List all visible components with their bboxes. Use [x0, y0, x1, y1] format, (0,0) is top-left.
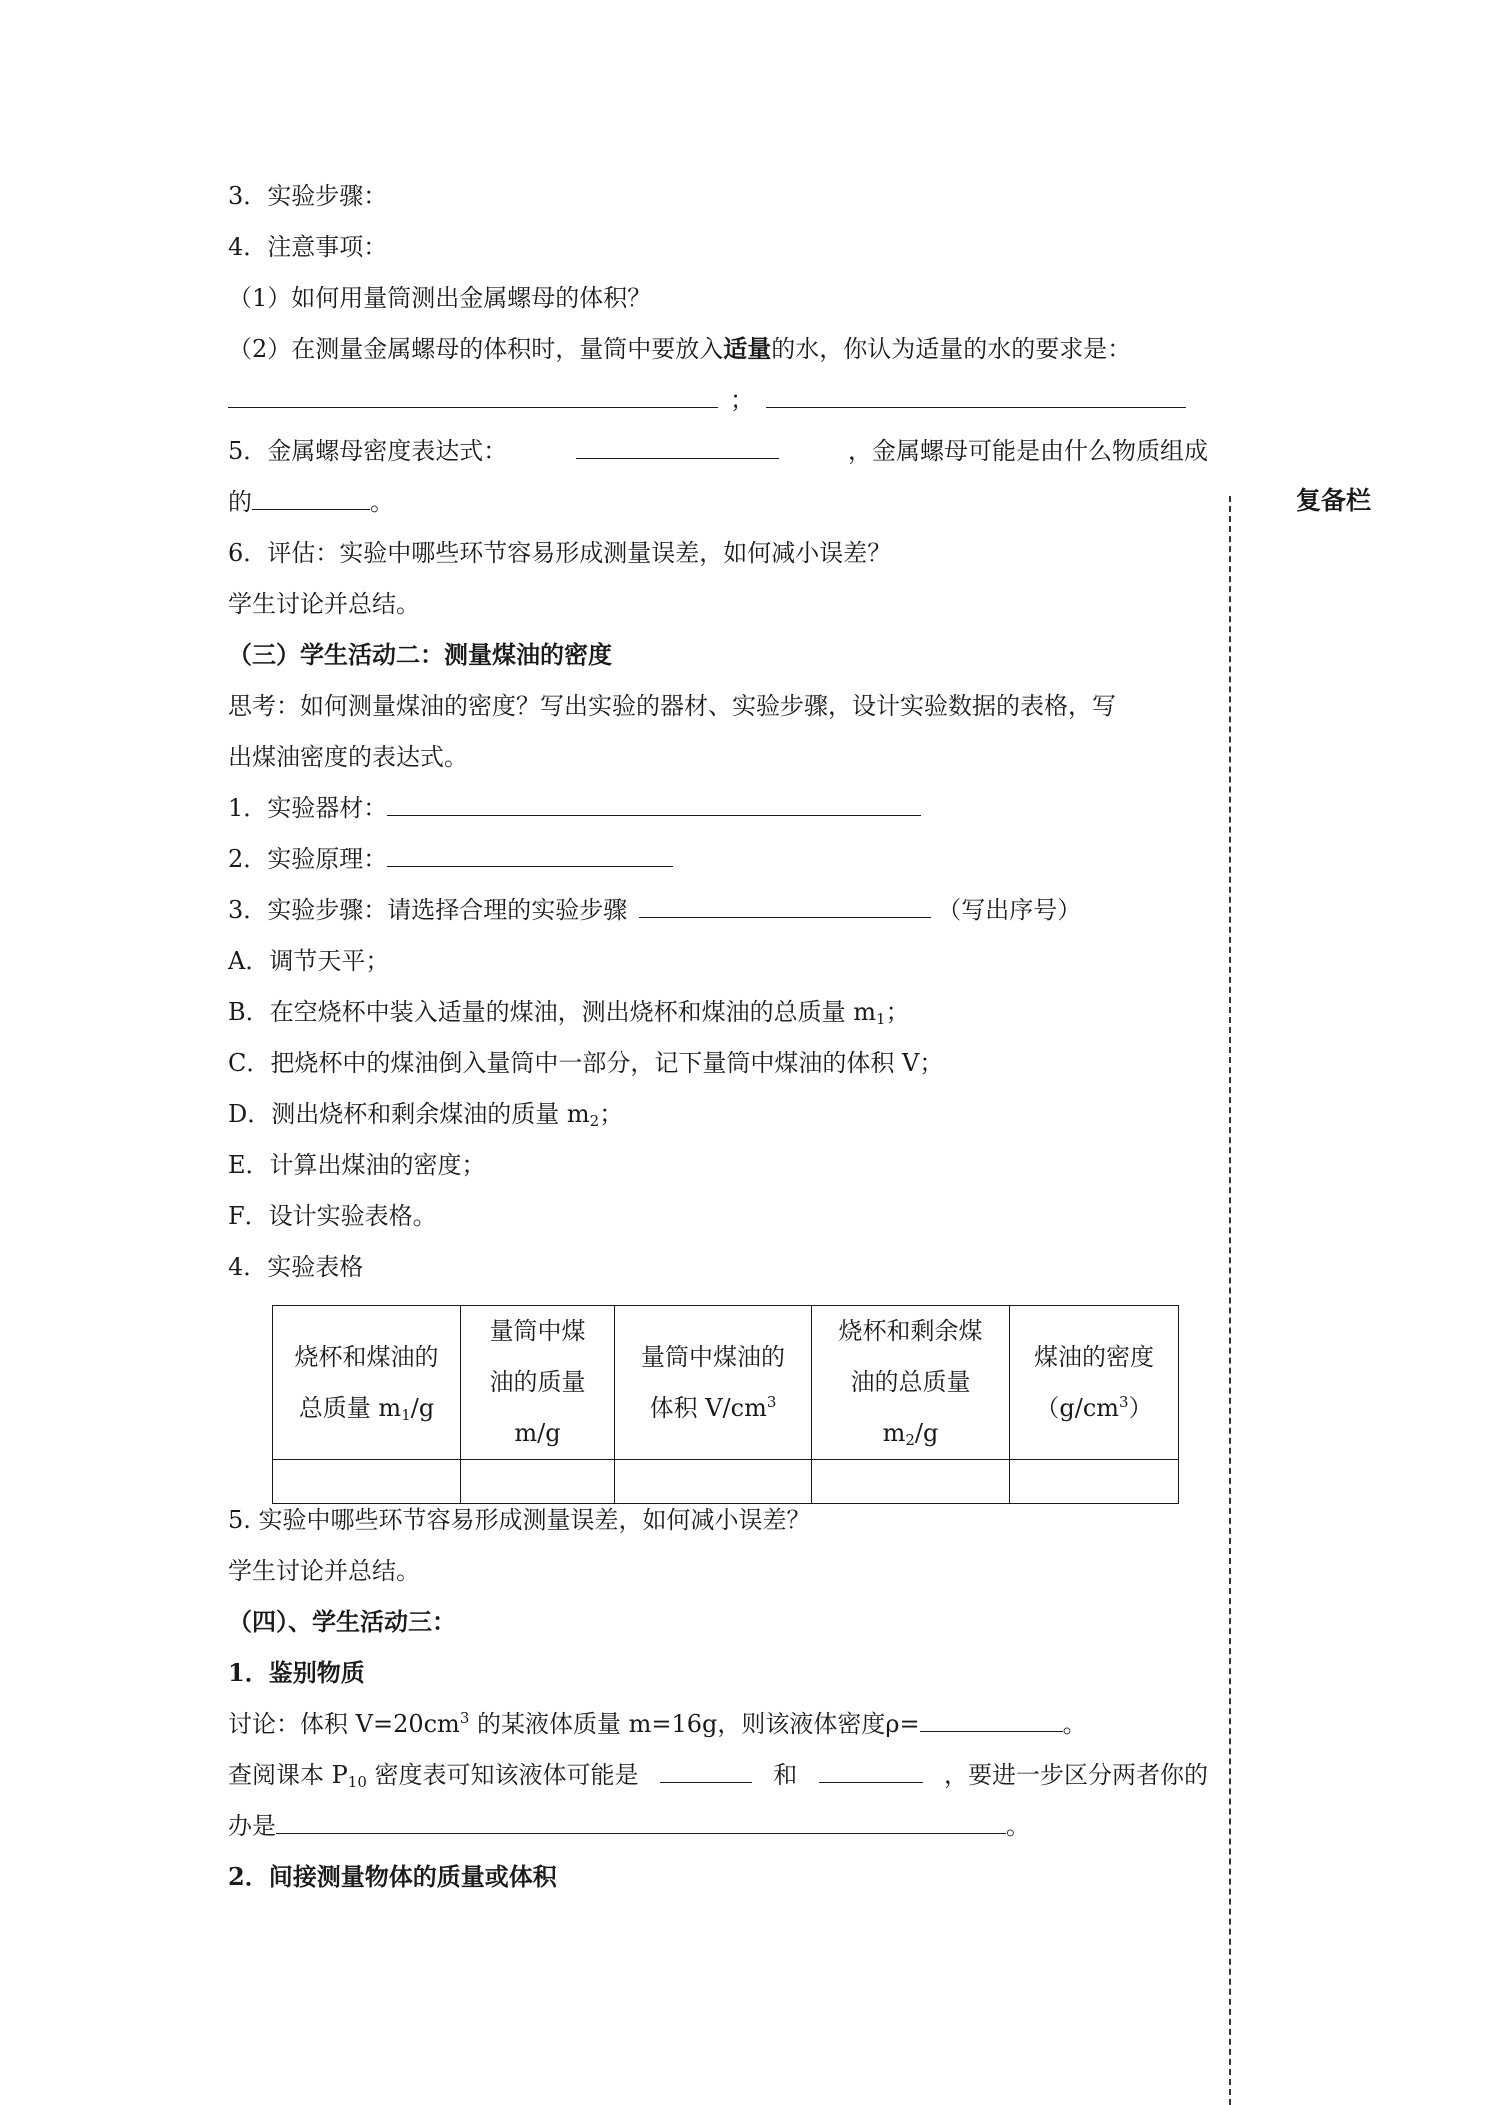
- header-remaining-mass-line1: 烧杯和剩余煤: [838, 1317, 983, 1345]
- principle-blank[interactable]: [387, 844, 673, 867]
- steps-hint: （写出序号）: [937, 896, 1082, 924]
- header-density-text: （g/cm: [1035, 1393, 1120, 1422]
- material-blank[interactable]: [252, 487, 370, 510]
- header-total-mass: [273, 1306, 461, 1460]
- table-cell[interactable]: [812, 1460, 1010, 1504]
- header-total-mass-text: 总质量 m: [298, 1393, 402, 1422]
- q6-line: 6．评估：实验中哪些环节容易形成测量误差，如何减小误差？: [228, 539, 892, 567]
- step-D-sub: 2: [589, 1112, 600, 1130]
- header-total-mass-unit: /g: [410, 1393, 435, 1422]
- header-cylinder-mass: [461, 1306, 615, 1460]
- discussion-line: [228, 1709, 1087, 1739]
- header-remaining-mass-unit: /g: [914, 1419, 939, 1447]
- header-remaining-mass: [812, 1306, 1010, 1460]
- q5-text-b: ，金属螺母可能是由什么物质组成: [848, 437, 1208, 465]
- note-q2-text-b: 的水，你认为适量的水的要求是：: [771, 335, 1132, 363]
- method-text: 办是: [228, 1812, 276, 1840]
- note-q2-answers: [228, 385, 1186, 415]
- step-E: E．计算出煤油的密度；: [228, 1151, 486, 1179]
- step-B-text: B．在空烧杯中装入适量的煤油，测出烧杯和煤油的总质量 m: [228, 998, 877, 1026]
- lookup-sub: 10: [347, 1773, 367, 1791]
- header-volume-line1: 量筒中煤油的: [641, 1342, 785, 1371]
- lookup-line: [228, 1760, 1208, 1790]
- header-volume: [615, 1306, 812, 1460]
- q5-end: 。: [370, 488, 394, 516]
- section-heading-activity2: （三）学生活动二：测量煤油的密度: [228, 640, 612, 669]
- lookup-text-c: ，要进一步区分两者你的: [943, 1761, 1208, 1789]
- steps-label: 3．实验步骤：请选择合理的实验步骤: [228, 896, 628, 924]
- step-F: F．设计实验表格。: [228, 1202, 437, 1230]
- header-total-mass-sub: 1: [401, 1405, 411, 1424]
- steps-line: [228, 895, 1081, 925]
- principle-line: [228, 844, 673, 874]
- header-cylinder-mass-line3: m/g: [514, 1419, 561, 1447]
- liquid-blank-2[interactable]: [819, 1760, 923, 1783]
- header-total-mass-line2: [273, 1383, 460, 1434]
- discussion-end: 。: [1062, 1710, 1087, 1738]
- header-remaining-mass-line2: 油的总质量: [850, 1368, 971, 1396]
- equipment-label: 1．实验器材：: [228, 794, 388, 822]
- method-end: 。: [1006, 1812, 1030, 1840]
- experiment-table: [272, 1305, 1179, 1504]
- method-blank[interactable]: [276, 1811, 1006, 1834]
- discussion-text-a: 讨论：体积 V=20cm: [228, 1710, 460, 1738]
- note-q2-text-a: （2）在测量金属螺母的体积时，量筒中要放入: [228, 335, 724, 363]
- header-remaining-mass-sub: 2: [905, 1431, 915, 1449]
- header-volume-sup: 3: [766, 1392, 777, 1411]
- table-cell[interactable]: [461, 1460, 615, 1504]
- step-D-text: D．测出烧杯和剩余煤油的质量 m: [228, 1100, 590, 1128]
- step-B-sub: 1: [876, 1010, 886, 1028]
- equipment-blank[interactable]: [387, 793, 921, 816]
- q5-text-c: 的: [228, 488, 252, 516]
- step-B-end: ；: [885, 998, 910, 1026]
- error-question: 5. 实验中哪些环节容易形成测量误差，如何减小误差？: [228, 1506, 811, 1534]
- header-volume-text: 体积 V/cm: [649, 1393, 767, 1422]
- header-density-end: ）: [1128, 1393, 1153, 1422]
- table-cell[interactable]: [273, 1460, 461, 1504]
- step-D-end: ；: [599, 1100, 624, 1128]
- table-title: 4．实验表格: [228, 1253, 364, 1281]
- lookup-text-group: [228, 1760, 639, 1790]
- section-heading-activity3: （四）、学生活动三：: [228, 1607, 456, 1636]
- step4-line: 4．注意事项：: [228, 233, 388, 261]
- step-A: A．调节天平；: [228, 947, 390, 975]
- note-q2-bold: 适量: [723, 334, 772, 363]
- step-C: C．把烧杯中的煤油倒入量筒中一部分，记下量筒中煤油的体积 V；: [228, 1049, 944, 1077]
- header-density-line1: 煤油的密度: [1034, 1342, 1154, 1371]
- semicolon: ；: [730, 386, 754, 414]
- equipment-line: [228, 793, 921, 823]
- table-header-row: [273, 1306, 1179, 1460]
- header-density-line2: [1010, 1383, 1178, 1434]
- table-cell[interactable]: [1010, 1460, 1179, 1504]
- subheading-identify-substance: 1．鉴别物质: [228, 1658, 365, 1687]
- steps-blank[interactable]: [639, 895, 931, 918]
- header-cylinder-mass-line1: 量筒中煤: [489, 1317, 586, 1345]
- header-total-mass-line1: 烧杯和煤油的: [294, 1342, 439, 1371]
- step-D: [228, 1099, 623, 1129]
- method-line: [228, 1811, 1030, 1841]
- think-line-1: 思考：如何测量煤油的密度？写出实验的器材、实验步骤，设计实验数据的表格，写: [228, 692, 1116, 720]
- header-volume-line2: [615, 1383, 811, 1434]
- think-line-2: 出煤油密度的表达式。: [228, 743, 468, 771]
- header-remaining-mass-text: m: [882, 1419, 906, 1447]
- answer-blank-1[interactable]: [228, 385, 718, 408]
- header-remaining-mass-line3: [812, 1408, 1009, 1459]
- lookup-text-a: 查阅课本 P: [228, 1761, 348, 1789]
- step3-line: 3．实验步骤：: [228, 182, 388, 210]
- table-cell[interactable]: [615, 1460, 812, 1504]
- discuss-line-1: 学生讨论并总结。: [228, 590, 420, 618]
- q5-text-a: 5．金属螺母密度表达式：: [228, 437, 508, 465]
- lookup-text-b: 密度表可知该液体可能是: [366, 1761, 639, 1789]
- density-expression-blank[interactable]: [576, 436, 779, 459]
- header-density-sup: 3: [1119, 1392, 1129, 1411]
- discussion-sup: 3: [459, 1709, 470, 1727]
- step-B: [228, 997, 910, 1027]
- header-density: [1010, 1306, 1179, 1460]
- note-q2: [228, 334, 1131, 364]
- side-column-divider: [1229, 496, 1231, 2105]
- note-q1: （1）如何用量筒测出金属螺母的体积？: [228, 284, 652, 312]
- q5-line: [228, 436, 1208, 466]
- table-row: [273, 1460, 1179, 1504]
- q5-line-2: [228, 487, 394, 517]
- answer-blank-2[interactable]: [766, 385, 1186, 408]
- principle-label: 2．实验原理：: [228, 845, 388, 873]
- discuss-line-2: 学生讨论并总结。: [228, 1557, 420, 1585]
- liquid-blank-1[interactable]: [660, 1760, 752, 1783]
- header-cylinder-mass-line2: 油的质量: [489, 1368, 586, 1396]
- lookup-and: 和: [773, 1761, 798, 1789]
- subheading-indirect-measure: 2．间接测量物体的质量或体积: [228, 1862, 557, 1891]
- density-blank[interactable]: [920, 1709, 1063, 1732]
- discussion-text-b: 的某液体质量 m=16g，则该液体密度ρ=: [469, 1710, 920, 1738]
- side-column-title: 复备栏: [1296, 486, 1372, 515]
